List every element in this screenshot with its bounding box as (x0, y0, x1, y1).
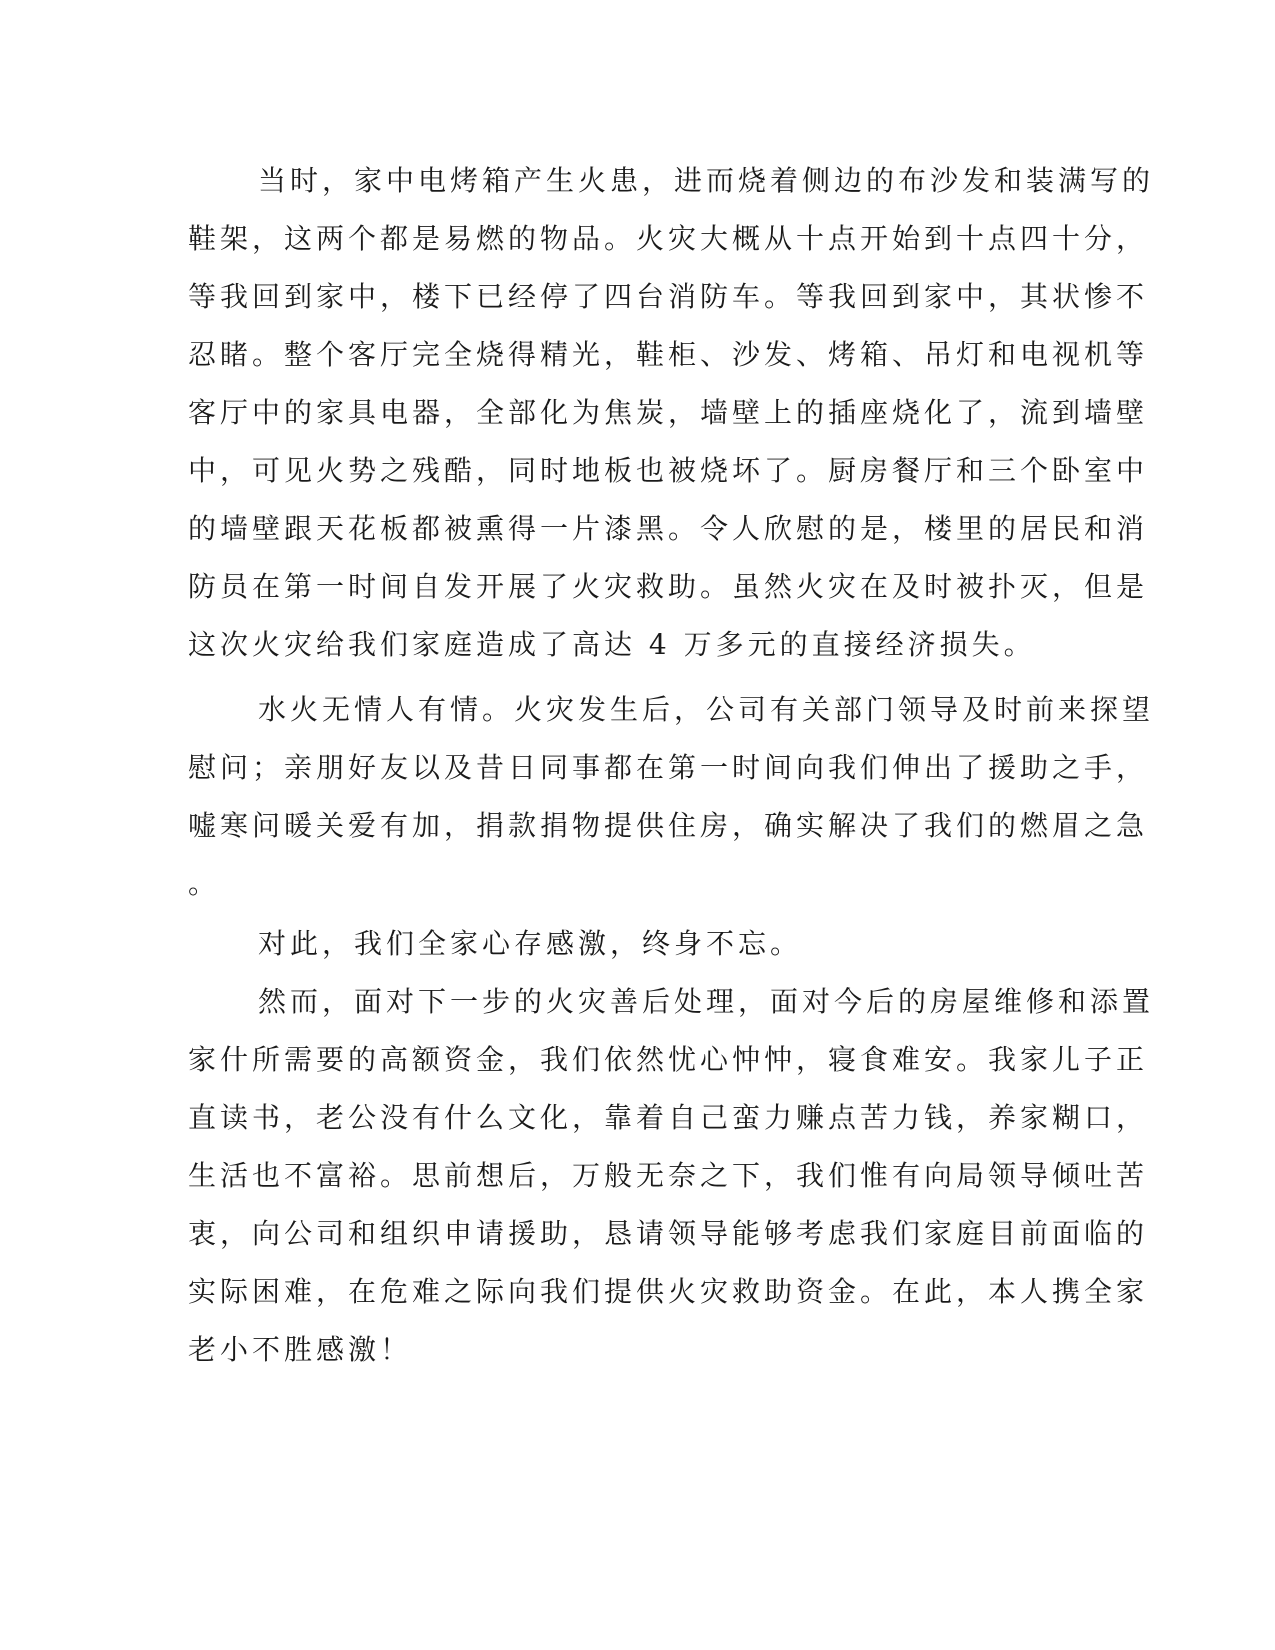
text-line: 生活也不富裕。思前想后，万般无奈之下，我们惟有向局领导倾吐苦 (188, 1159, 1149, 1192)
text-line: 实际困难，在危难之际向我们提供火灾救助资金。在此，本人携全家 (188, 1275, 1149, 1308)
text-line: 老小不胜感激！ (188, 1333, 413, 1366)
text-line: 嘘寒问暖关爱有加，捐款捐物提供住房，确实解决了我们的燃眉之急 (188, 809, 1149, 842)
text-line: 家什所需要的高额资金，我们依然忧心忡忡，寝食难安。我家儿子正 (188, 1043, 1149, 1076)
text-line: 客厅中的家具电器，全部化为焦炭，墙壁上的插座烧化了，流到墙壁 (188, 396, 1149, 429)
text-line: 这次火灾给我们家庭造成了高达 4 万多元的直接经济损失。 (188, 628, 1036, 661)
text-line: 忍睹。整个客厅完全烧得精光，鞋柜、沙发、烤箱、吊灯和电视机等 (188, 338, 1149, 371)
text-line: 的墙壁跟天花板都被熏得一片漆黑。令人欣慰的是，楼里的居民和消 (188, 512, 1149, 545)
text-line: 水火无情人有情。火灾发生后，公司有关部门领导及时前来探望 (258, 693, 1155, 726)
text-line: 直读书，老公没有什么文化，靠着自己蛮力赚点苦力钱，养家糊口， (188, 1101, 1149, 1134)
text-line: 当时，家中电烤箱产生火患，进而烧着侧边的布沙发和装满写的 (258, 164, 1155, 197)
text-line: 衷，向公司和组织申请援助，恳请领导能够考虑我们家庭目前面临的 (188, 1217, 1149, 1250)
text-line: 鞋架，这两个都是易燃的物品。火灾大概从十点开始到十点四十分， (188, 222, 1149, 255)
text-line: 中，可见火势之残酷，同时地板也被烧坏了。厨房餐厅和三个卧室中 (188, 454, 1149, 487)
text-line: 防员在第一时间自发开展了火灾救助。虽然火灾在及时被扑灭，但是 (188, 570, 1149, 603)
text-line: 等我回到家中，楼下已经停了四台消防车。等我回到家中，其状惨不 (188, 280, 1149, 313)
text-line: 对此，我们全家心存感激，终身不忘。 (258, 927, 803, 960)
text-line: 慰问；亲朋好友以及昔日同事都在第一时间向我们伸出了援助之手， (188, 751, 1149, 784)
text-line: 然而，面对下一步的火灾善后处理，面对今后的房屋维修和添置 (258, 985, 1155, 1018)
text-line: 。 (188, 867, 221, 900)
